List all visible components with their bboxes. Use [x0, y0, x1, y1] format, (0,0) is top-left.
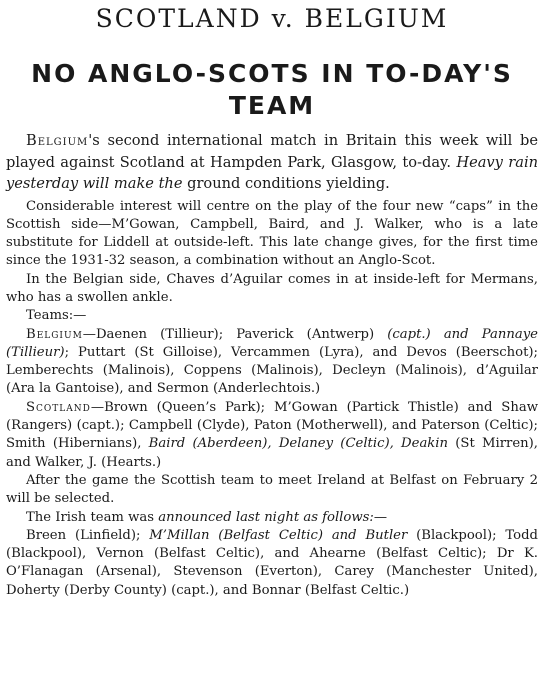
article-paragraph-intro — [6, 130, 538, 195]
article-paragraph-scotland-team — [6, 399, 538, 472]
intro-italic: Heavy rain yesterday will make the — [6, 153, 539, 192]
lead-word-scotland: Scotland — [26, 399, 91, 415]
irish-team-text-a: Breen (Linfield); — [26, 527, 150, 543]
article-body — [6, 130, 538, 600]
headline-subtitle — [0, 58, 544, 122]
headline-subtitle-line-1: NO ANGLO-SCOTS IN TO-DAY'S — [31, 59, 513, 88]
irish-team-text-b: (Blackpool); Todd (Blackpool), Vernon (Belfast Celtic), and Ahearne (Belfast Celtic); Dr K. O’Flanagan (Arsenal), Stevenson (Everton), Carey (Manchester United), Doherty (Derby County) (capt.), and Bonnar (Belfast Celtic.) — [6, 527, 538, 598]
irish-intro-italic: announced last night as follows:— — [158, 509, 388, 525]
irish-team-italic: M’Millan (Belfast Celtic) and Butler — [149, 527, 408, 543]
lead-word-belgium-team: Belgium — [26, 326, 83, 342]
belgium-team-italic: (capt.) and Pannaye (Tillieur) — [6, 326, 538, 360]
article-paragraph-belgian-side: In the Belgian side, Chaves d’Aguilar comes in at inside-left for Mermans, who has a swollen ankle. — [6, 271, 538, 305]
belgium-team-text-b: ; Puttart (St Gilloise), Vercammen (Lyra), and Devos (Beerschot); Lemberechts (Malinois), Coppens (Malinois), Decleyn (Malinois), d’Aguilar (Ara la Gantoise), and Sermon (Anderlechtois.) — [6, 344, 538, 397]
belgium-team-text-a: —Daenen (Tillieur); Paverick (Antwerp) — [82, 326, 388, 342]
headline-title: SCOTLAND v. BELGIUM — [95, 4, 449, 33]
scotland-team-text-a: —Brown (Queen’s Park); M’Gowan (Partick Thistle) and Shaw (Rangers) (capt.); Campbell (Clyde), Paton (Motherwell), and Paterson (Celtic); Smith (Hibernians), — [6, 399, 538, 452]
article-paragraph-teams: Teams:— — [26, 308, 87, 324]
scotland-team-italic: Baird (Aberdeen), Delaney (Celtic), Deakin — [148, 436, 449, 452]
scotland-team-text-b: (St Mirren), and Walker, J. (Hearts.) — [6, 436, 538, 470]
intro-text-b: ground conditions yielding. — [182, 175, 390, 192]
headline-subtitle-line-2: TEAM — [228, 91, 316, 120]
article-paragraph-ireland-selection: After the game the Scottish team to meet Ireland at Belfast on February 2 will be selected. — [6, 472, 538, 507]
intro-text-a: 's second international match in Britain this week will be played against Scotland at Hampden Park, Glasgow, to-day. — [6, 132, 538, 171]
lead-word-belgium: Belgium — [26, 132, 89, 149]
article-paragraph-irish-team-intro — [6, 509, 538, 527]
irish-intro-text: The Irish team was — [26, 509, 159, 525]
article-paragraph-belgium-team — [6, 326, 538, 399]
article-paragraph-irish-team — [6, 527, 538, 600]
article-paragraph-caps: Considerable interest will centre on the play of the four new “caps” in the Scottish side—M’Gowan, Campbell, Baird, and J. Walker, who is a late substitute for Liddell at outside-left. This late change gives, for the first time since the 1931-32 season, a combination without an Anglo-Scot. — [6, 198, 538, 269]
